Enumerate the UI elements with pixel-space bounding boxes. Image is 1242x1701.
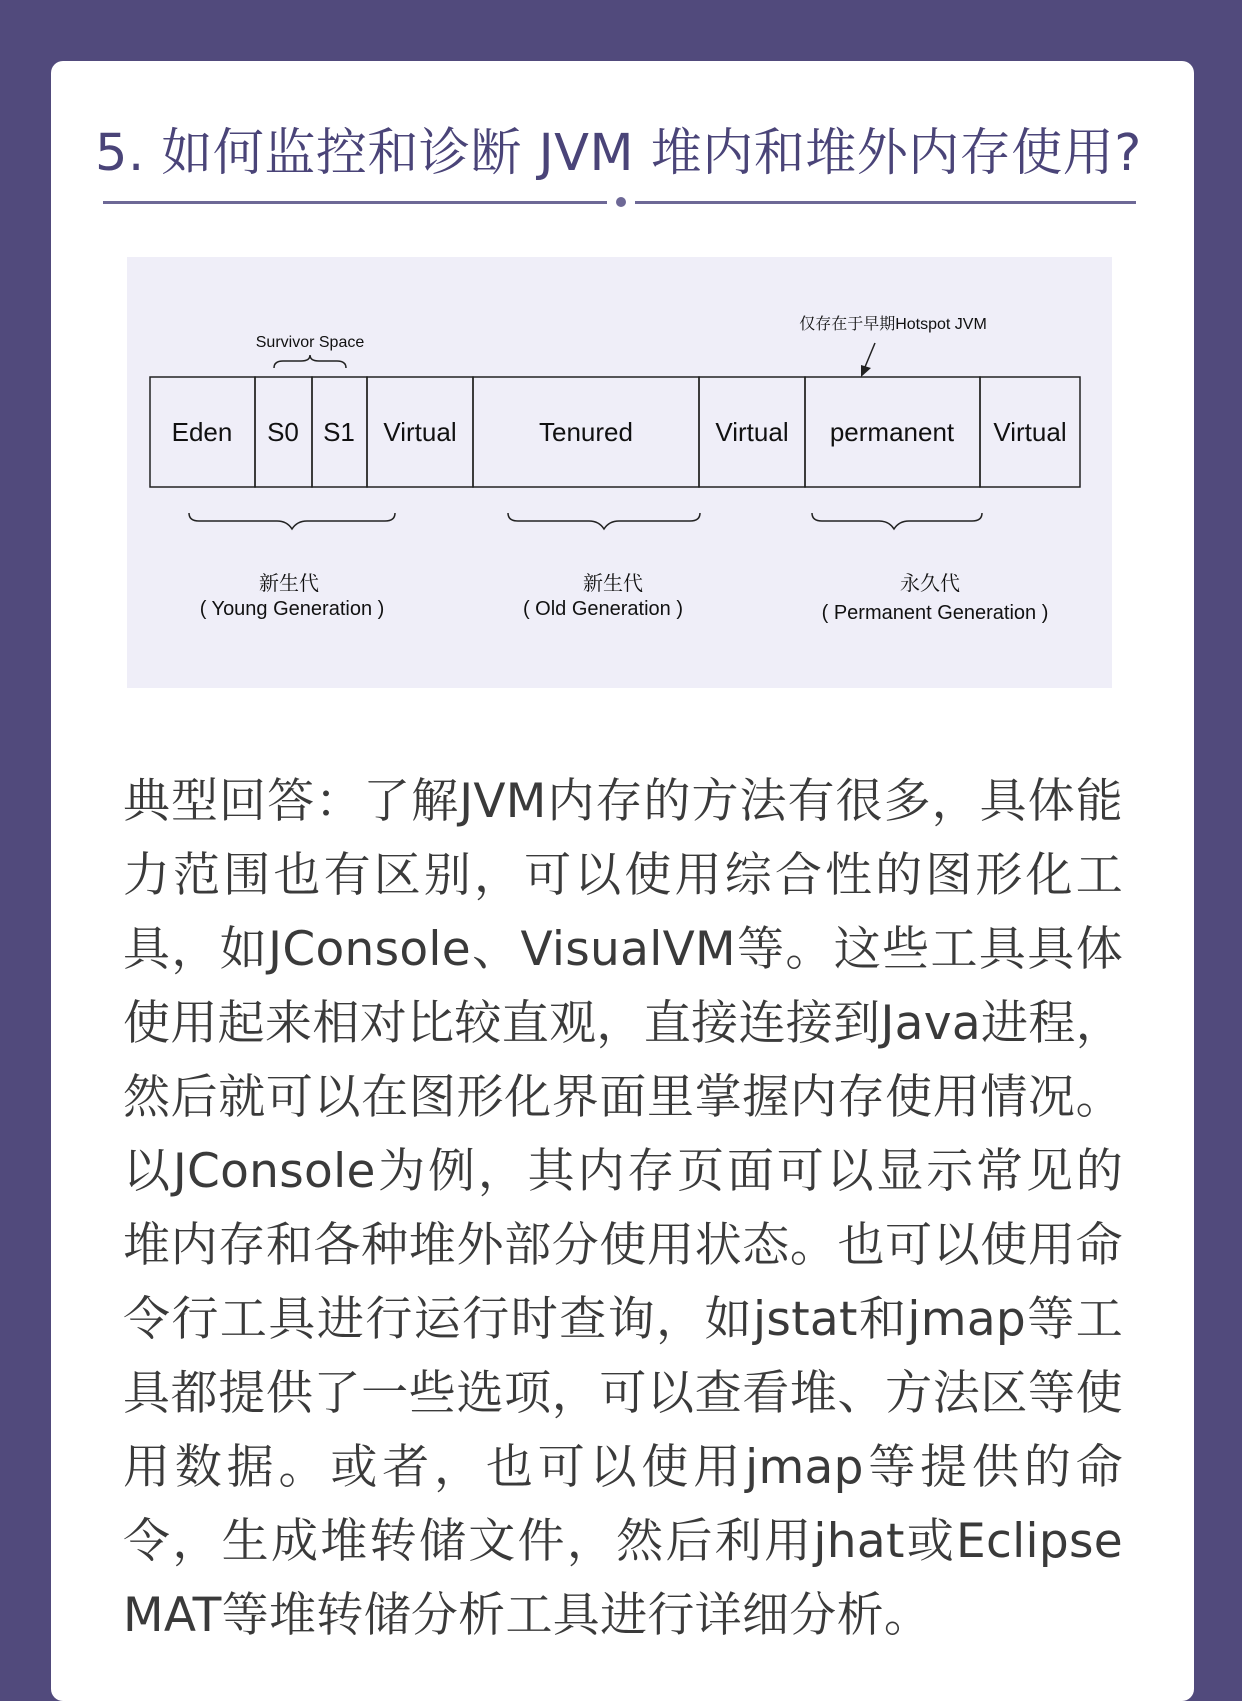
title-divider-right	[635, 201, 1136, 204]
jvm-memory-diagram	[127, 257, 1112, 688]
box-label-virtual-perm: Virtual	[993, 417, 1067, 447]
hotspot-arrow-line	[865, 343, 875, 367]
permanent-generation-brace	[812, 513, 982, 529]
hotspot-note: 仅存在于早期Hotspot JVM	[799, 316, 987, 333]
box-label-s0: S0	[267, 417, 299, 447]
page-title: 5. 如何监控和诊断 JVM 堆内和堆外内存使用?	[95, 124, 1142, 183]
box-label-virtual-young: Virtual	[383, 417, 457, 447]
title-divider-dot	[616, 197, 626, 207]
young-generation-en: ( Young Generation )	[199, 598, 385, 620]
box-label-eden: Eden	[171, 417, 233, 447]
box-label-permanent: permanent	[829, 417, 955, 447]
jvm-memory-diagram-svg	[127, 257, 1112, 688]
answer-paragraph: 典型回答：了解JVM内存的方法有很多，具体能力范围也有区别，可以使用综合性的图形化工具，如JConsole、VisualVM等。这些工具具体使用起来相对比较直观，直接连接到Java进程，然后就可以在图形化界面里掌握内存使用情况。以JConsole为例，其内存页面可以显示常见的堆内存和各种堆外部分使用状态。也可以使用命令行工具进行运行时查询，如jstat和jmap等工具都提供了一些选项，可以查看堆、方法区等使用数据。或者，也可以使用jmap等提供的命令，生成堆转储文件，然后利用jhat或Eclipse MAT等堆转储分析工具进行详细分析。	[123, 774, 1123, 1643]
hotspot-arrow-head	[861, 365, 871, 377]
old-generation-brace	[508, 513, 700, 529]
young-generation-cn: 新生代	[259, 573, 319, 595]
young-generation-brace	[189, 513, 395, 529]
old-generation-en: ( Old Generation )	[522, 598, 684, 620]
content-card	[51, 61, 1194, 1701]
title-divider-left	[103, 201, 607, 204]
old-generation-cn: 新生代	[583, 573, 643, 595]
permanent-generation-en: ( Permanent Generation )	[821, 602, 1049, 624]
box-label-virtual-old: Virtual	[715, 417, 789, 447]
survivor-space-label: Survivor Space	[255, 334, 365, 351]
box-label-s1: S1	[323, 417, 355, 447]
survivor-bracket	[274, 355, 346, 368]
permanent-generation-cn: 永久代	[900, 573, 960, 595]
box-label-tenured: Tenured	[539, 417, 633, 447]
